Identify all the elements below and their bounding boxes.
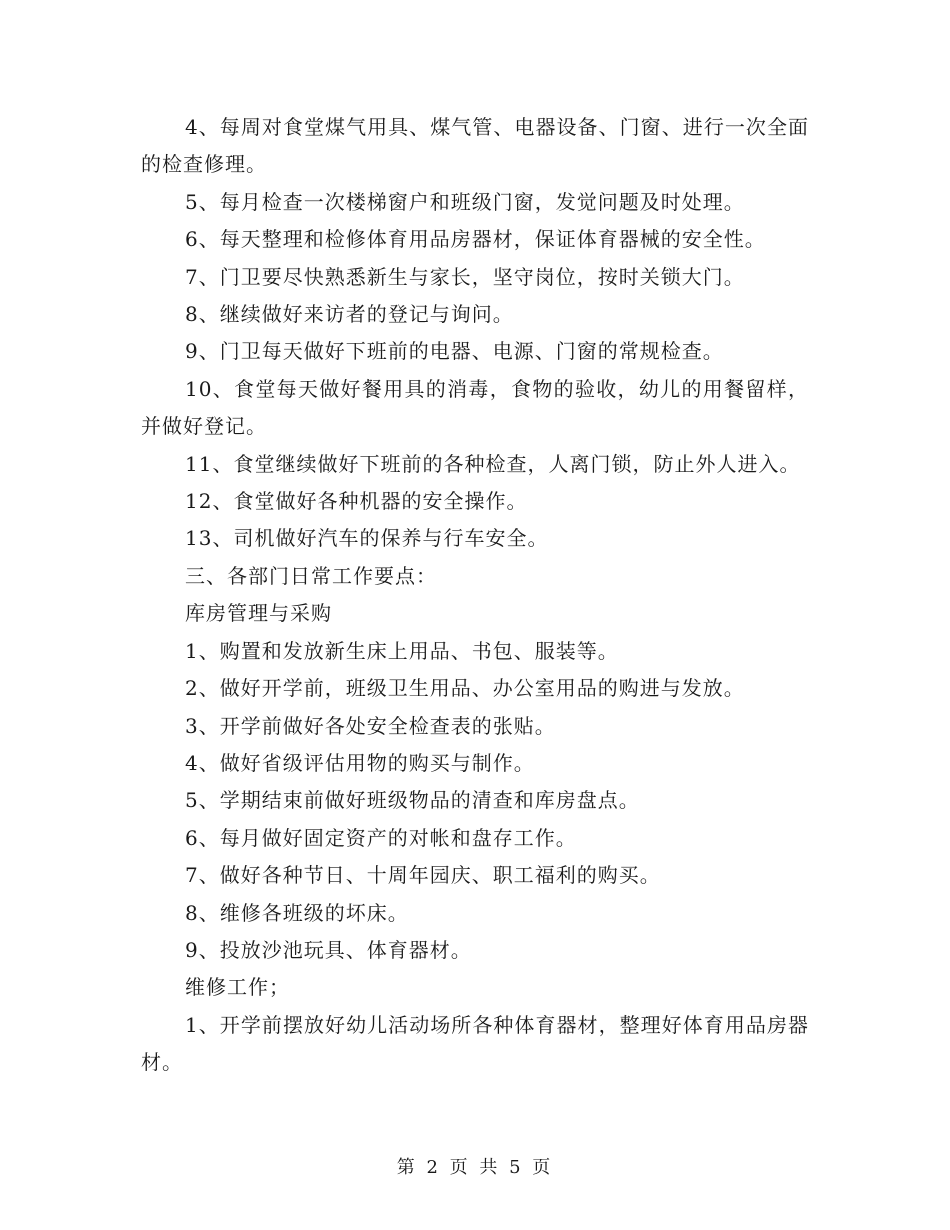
paragraph: 9、门卫每天做好下班前的电器、电源、门窗的常规检查。 <box>185 339 724 364</box>
paragraph: 9、投放沙池玩具、体育器材。 <box>185 937 472 962</box>
paragraph: 6、每月做好固定资产的对帐和盘存工作。 <box>185 825 577 850</box>
paragraph: 7、做好各种节日、十周年园庆、职工福利的购买。 <box>185 863 661 888</box>
paragraph: 13、司机做好汽车的保养与行车安全。 <box>185 526 549 551</box>
paragraph: 4、做好省级评估用物的购买与制作。 <box>185 750 535 775</box>
paragraph: 5、学期结束前做好班级物品的清查和库房盘点。 <box>185 788 640 813</box>
paragraph: 8、维修各班级的坏床。 <box>185 900 409 925</box>
paragraph: 7、门卫要尽快熟悉新生与家长，坚守岗位，按时关锁大门。 <box>185 264 745 289</box>
subsection-heading: 库房管理与采购 <box>185 601 332 626</box>
paragraph: 12、食堂做好各种机器的安全操作。 <box>185 489 528 514</box>
paragraph: 1、开学前摆放好幼儿活动场所各种体育器材，整理好体育用品房器材。 <box>141 1012 809 1075</box>
paragraph: 8、继续做好来访者的登记与询问。 <box>185 302 514 327</box>
document-body <box>141 109 809 1082</box>
paragraph: 1、购置和发放新生床上用品、书包、服装等。 <box>185 638 619 663</box>
subsection-heading: 维修工作； <box>185 975 290 1000</box>
paragraph: 3、开学前做好各处安全检查表的张贴。 <box>185 713 556 738</box>
paragraph: 5、每月检查一次楼梯窗户和班级门窗，发觉问题及时处理。 <box>185 189 745 214</box>
paragraph: 6、每天整理和检修体育用品房器材，保证体育器械的安全性。 <box>185 227 766 252</box>
section-heading: 三、各部门日常工作要点： <box>185 563 437 588</box>
paragraph: 11、食堂继续做好下班前的各种检查，人离门锁，防止外人进入。 <box>185 451 801 476</box>
paragraph: 2、做好开学前，班级卫生用品、办公室用品的购进与发放。 <box>185 676 745 701</box>
page-number-footer: 第 2 页 共 5 页 <box>396 1157 554 1178</box>
paragraph: 4、每周对食堂煤气用具、煤气管、电器设备、门窗、进行一次全面的检查修理。 <box>141 115 809 177</box>
paragraph: 10、食堂每天做好餐用具的消毒，食物的验收，幼儿的用餐留样，并做好登记。 <box>141 376 809 439</box>
